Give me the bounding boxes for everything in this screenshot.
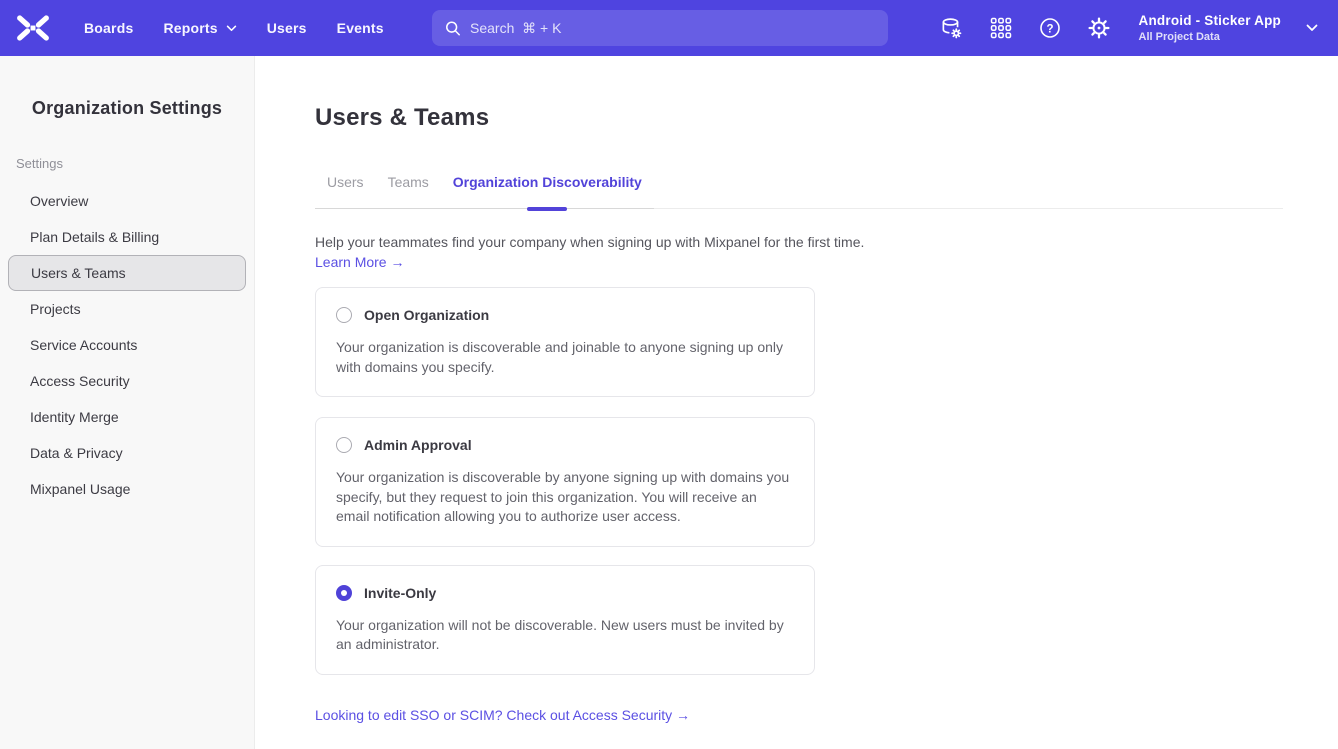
- apps-grid-button[interactable]: [988, 15, 1014, 41]
- nav-right-cluster: [939, 12, 1318, 44]
- help-icon: [1038, 16, 1062, 40]
- radio-open-organization[interactable]: [336, 307, 352, 323]
- nav-item-users[interactable]: [267, 20, 307, 36]
- project-scope: All Project Data: [1138, 30, 1220, 43]
- settings-gear-icon: [1087, 16, 1111, 40]
- discoverability-intro: Help your teammates find your company when signing up with Mixpanel for the first time.: [315, 234, 865, 250]
- sidebar-item-projects[interactable]: Projects: [30, 301, 81, 317]
- nav-item-label: Reports: [163, 20, 218, 36]
- sidebar-item-plan-details-billing[interactable]: Plan Details & Billing: [30, 229, 160, 245]
- page-title: Users & Teams: [315, 104, 490, 131]
- settings-sidebar: [0, 56, 255, 749]
- option-label: Open Organization: [364, 307, 490, 323]
- option-description: Your organization is discoverable and joinable to anyone signing up only with domains you specify.: [336, 339, 784, 375]
- option-label: Invite-Only: [364, 584, 437, 601]
- svg-text:?: ?: [1046, 23, 1054, 36]
- radio-invite-only[interactable]: [336, 585, 352, 601]
- project-name: Android - Sticker App: [1138, 13, 1281, 29]
- tab-organization-discoverability[interactable]: Organization Discoverability: [441, 155, 654, 208]
- tab-strip: [315, 155, 654, 209]
- option-card-invite-only[interactable]: [315, 565, 815, 675]
- chevron-down-icon: [1306, 24, 1318, 32]
- option-description: Your organization will not be discoverable. New users must be invited by an administrator.: [336, 616, 784, 652]
- apps-grid-icon: [989, 16, 1013, 40]
- primary-nav: [84, 20, 384, 36]
- settings-button[interactable]: [1086, 15, 1112, 41]
- nav-item-events[interactable]: [337, 20, 384, 36]
- sidebar-nav: [0, 183, 254, 507]
- nav-item-reports[interactable]: [163, 20, 236, 36]
- sidebar-item-identity-merge[interactable]: Identity Merge: [30, 409, 119, 425]
- tab-teams[interactable]: Teams: [387, 173, 429, 190]
- nav-item-label: Users: [266, 20, 307, 36]
- app-shell: [0, 56, 1338, 749]
- option-description: Your organization is discoverable by anyone signing up with domains you specify, but they request to join this organization. You will receive an email notification allowing you to authorize user access.: [336, 469, 790, 524]
- option-card-open-organization[interactable]: [315, 287, 815, 397]
- tab-users[interactable]: Users: [327, 173, 364, 190]
- option-header: [336, 585, 794, 601]
- main-content: [255, 56, 1338, 749]
- sidebar-section-label: Settings: [16, 156, 63, 171]
- mixpanel-logo[interactable]: [14, 12, 52, 44]
- data-management-icon: [939, 16, 964, 41]
- search-icon: [445, 20, 461, 37]
- global-search[interactable]: [432, 10, 888, 46]
- project-switcher[interactable]: [1139, 12, 1281, 44]
- option-header: [336, 437, 794, 453]
- data-management-button[interactable]: [939, 15, 965, 41]
- sidebar-item-mixpanel-usage[interactable]: Mixpanel Usage: [30, 481, 131, 497]
- search-input[interactable]: [470, 20, 875, 36]
- sidebar-item-service-accounts[interactable]: Service Accounts: [30, 337, 138, 353]
- sidebar-item-overview[interactable]: Overview: [30, 193, 89, 209]
- chevron-down-icon: [226, 25, 237, 32]
- learn-more-link[interactable]: Learn More →: [315, 254, 405, 270]
- tabs-container: [315, 155, 1283, 209]
- nav-item-label: Events: [336, 20, 384, 36]
- mixpanel-logo-icon: [15, 13, 51, 43]
- project-switcher-caret[interactable]: [1306, 24, 1318, 32]
- sidebar-item-users-teams[interactable]: Users & Teams: [8, 255, 246, 291]
- help-button[interactable]: [1037, 15, 1063, 41]
- sidebar-title: Organization Settings: [31, 98, 223, 118]
- option-header: [336, 307, 794, 323]
- option-label: Admin Approval: [364, 437, 472, 453]
- sidebar-item-data-privacy[interactable]: Data & Privacy: [30, 445, 123, 461]
- nav-item-label: Boards: [84, 20, 134, 36]
- top-nav: [0, 0, 1338, 56]
- radio-admin-approval[interactable]: [336, 437, 352, 453]
- sidebar-item-access-security[interactable]: Access Security: [30, 373, 130, 389]
- access-security-link[interactable]: Looking to edit SSO or SCIM? Check out Access Security →: [315, 706, 691, 723]
- nav-item-boards[interactable]: [84, 20, 133, 36]
- option-card-admin-approval[interactable]: [315, 417, 815, 547]
